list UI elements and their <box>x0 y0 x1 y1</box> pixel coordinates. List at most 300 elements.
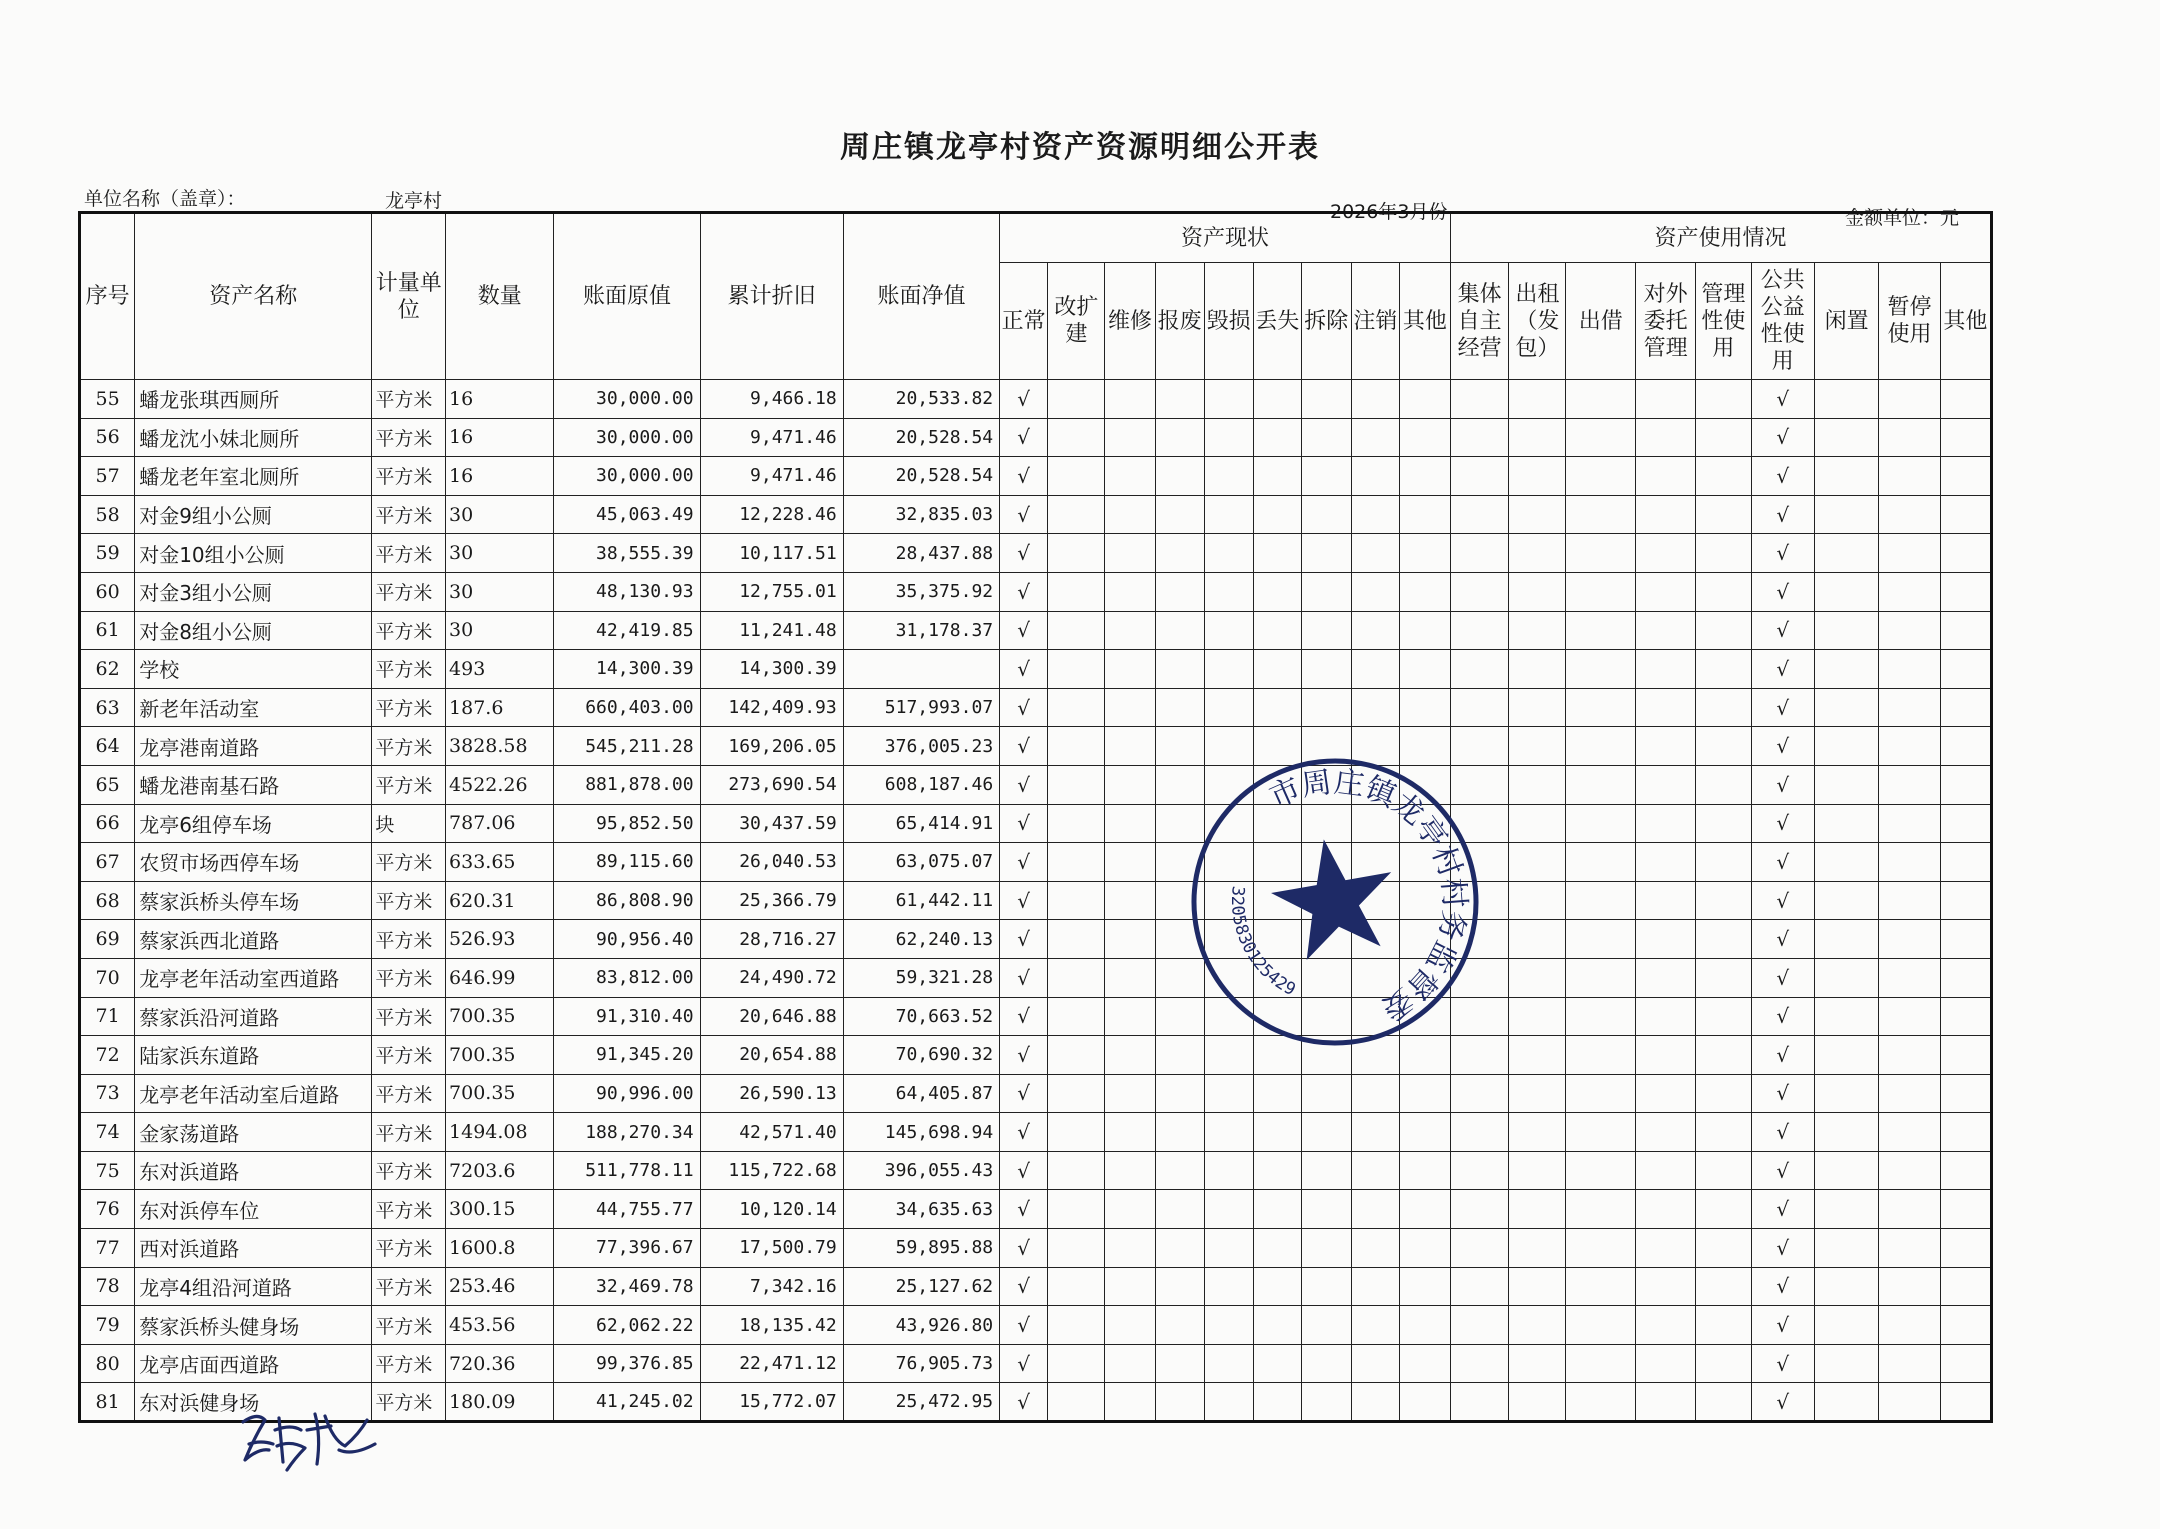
cell-original-value: 90,956.40 <box>554 920 700 959</box>
empty-cell <box>1509 1036 1566 1075</box>
empty-cell <box>1814 1306 1878 1345</box>
cell-depreciation: 22,471.12 <box>700 1344 843 1383</box>
empty-cell <box>1048 1383 1105 1422</box>
header-status-2: 维修 <box>1105 263 1155 380</box>
header-depreciation: 累计折旧 <box>700 213 843 380</box>
empty-cell <box>1301 534 1351 573</box>
empty-cell <box>1155 418 1204 457</box>
empty-cell <box>1636 1190 1696 1229</box>
cell-net-value: 25,127.62 <box>843 1267 999 1306</box>
empty-cell <box>1814 1113 1878 1152</box>
empty-cell <box>1636 804 1696 843</box>
cell-net-value: 31,178.37 <box>843 611 999 650</box>
check-normal: √ <box>1000 572 1048 611</box>
empty-cell <box>1351 1306 1399 1345</box>
empty-cell <box>1301 1383 1351 1422</box>
cell-seq: 71 <box>80 997 135 1036</box>
empty-cell <box>1399 1074 1450 1113</box>
empty-cell <box>1048 1036 1105 1075</box>
cell-original-value: 660,403.00 <box>554 688 700 727</box>
empty-cell <box>1351 1113 1399 1152</box>
empty-cell <box>1450 1344 1508 1383</box>
cell-seq: 74 <box>80 1113 135 1152</box>
cell-depreciation: 14,300.39 <box>700 650 843 689</box>
cell-original-value: 90,996.00 <box>554 1074 700 1113</box>
empty-cell <box>1204 1344 1253 1383</box>
check-normal: √ <box>1000 1190 1048 1229</box>
empty-cell <box>1253 688 1301 727</box>
empty-cell <box>1566 1113 1636 1152</box>
empty-cell <box>1509 1344 1566 1383</box>
empty-cell <box>1048 1229 1105 1268</box>
empty-cell <box>1399 534 1450 573</box>
cell-quantity: 493 <box>446 650 554 689</box>
header-status-7: 注销 <box>1351 263 1399 380</box>
empty-cell <box>1696 1074 1751 1113</box>
table-row <box>80 380 1992 419</box>
header-quantity: 数量 <box>446 213 554 380</box>
empty-cell <box>1399 495 1450 534</box>
empty-cell <box>1105 843 1155 882</box>
cell-original-value: 77,396.67 <box>554 1229 700 1268</box>
cell-seq: 77 <box>80 1229 135 1268</box>
cell-original-value: 62,062.22 <box>554 1306 700 1345</box>
empty-cell <box>1566 611 1636 650</box>
cell-seq: 72 <box>80 1036 135 1075</box>
check-normal: √ <box>1000 997 1048 1036</box>
table-row <box>80 688 1992 727</box>
cell-unit: 平方米 <box>372 1229 446 1268</box>
empty-cell <box>1105 495 1155 534</box>
header-status-3: 报废 <box>1155 263 1204 380</box>
empty-cell <box>1566 495 1636 534</box>
empty-cell <box>1155 1229 1204 1268</box>
empty-cell <box>1879 1344 1940 1383</box>
empty-cell <box>1940 843 1991 882</box>
empty-cell <box>1566 765 1636 804</box>
header-usage-4: 管理性使用 <box>1696 263 1751 380</box>
empty-cell <box>1509 534 1566 573</box>
table-row <box>80 920 1992 959</box>
empty-cell <box>1879 727 1940 766</box>
empty-cell <box>1636 920 1696 959</box>
empty-cell <box>1048 843 1105 882</box>
table-row <box>80 1036 1992 1075</box>
empty-cell <box>1048 688 1105 727</box>
cell-unit: 平方米 <box>372 1036 446 1075</box>
cell-depreciation: 26,590.13 <box>700 1074 843 1113</box>
cell-asset-name: 新老年活动室 <box>135 688 372 727</box>
check-public-use: √ <box>1751 1344 1814 1383</box>
cell-seq: 75 <box>80 1151 135 1190</box>
cell-unit: 平方米 <box>372 881 446 920</box>
check-normal: √ <box>1000 495 1048 534</box>
empty-cell <box>1509 495 1566 534</box>
header-original: 账面原值 <box>554 213 700 380</box>
cell-asset-name: 蔡家浜西北道路 <box>135 920 372 959</box>
empty-cell <box>1105 1306 1155 1345</box>
empty-cell <box>1351 572 1399 611</box>
empty-cell <box>1879 958 1940 997</box>
empty-cell <box>1566 958 1636 997</box>
empty-cell <box>1696 418 1751 457</box>
header-usage-group: 资产使用情况 <box>1450 213 1991 263</box>
check-normal: √ <box>1000 1267 1048 1306</box>
empty-cell <box>1814 1151 1878 1190</box>
check-public-use: √ <box>1751 1267 1814 1306</box>
empty-cell <box>1399 1267 1450 1306</box>
empty-cell <box>1940 1036 1991 1075</box>
cell-net-value: 608,187.46 <box>843 765 999 804</box>
cell-asset-name: 蔡家浜桥头健身场 <box>135 1306 372 1345</box>
cell-seq: 58 <box>80 495 135 534</box>
empty-cell <box>1450 1383 1508 1422</box>
cell-asset-name: 龙亭6组停车场 <box>135 804 372 843</box>
empty-cell <box>1696 727 1751 766</box>
empty-cell <box>1509 843 1566 882</box>
cell-unit: 平方米 <box>372 997 446 1036</box>
header-status-group: 资产现状 <box>1000 213 1451 263</box>
header-unit: 计量单位 <box>372 213 446 380</box>
empty-cell <box>1253 1229 1301 1268</box>
cell-net-value: 20,528.54 <box>843 457 999 496</box>
cell-quantity: 300.15 <box>446 1190 554 1229</box>
cell-seq: 62 <box>80 650 135 689</box>
cell-depreciation: 12,228.46 <box>700 495 843 534</box>
empty-cell <box>1450 688 1508 727</box>
cell-net-value: 517,993.07 <box>843 688 999 727</box>
empty-cell <box>1940 1383 1991 1422</box>
empty-cell <box>1879 881 1940 920</box>
empty-cell <box>1048 1074 1105 1113</box>
empty-cell <box>1450 1190 1508 1229</box>
empty-cell <box>1450 1229 1508 1268</box>
empty-cell <box>1879 1074 1940 1113</box>
stamp-star-icon <box>1262 821 1417 978</box>
cell-unit: 平方米 <box>372 765 446 804</box>
empty-cell <box>1155 495 1204 534</box>
empty-cell <box>1636 1074 1696 1113</box>
cell-quantity: 180.09 <box>446 1383 554 1422</box>
empty-cell <box>1879 457 1940 496</box>
cell-asset-name: 农贸市场西停车场 <box>135 843 372 882</box>
empty-cell <box>1636 765 1696 804</box>
check-public-use: √ <box>1751 418 1814 457</box>
empty-cell <box>1940 1229 1991 1268</box>
cell-depreciation: 9,471.46 <box>700 457 843 496</box>
empty-cell <box>1301 1229 1351 1268</box>
cell-unit: 平方米 <box>372 495 446 534</box>
empty-cell <box>1566 688 1636 727</box>
cell-seq: 78 <box>80 1267 135 1306</box>
empty-cell <box>1253 650 1301 689</box>
empty-cell <box>1155 1113 1204 1152</box>
cell-net-value: 25,472.95 <box>843 1383 999 1422</box>
empty-cell <box>1204 1074 1253 1113</box>
cell-seq: 65 <box>80 765 135 804</box>
check-public-use: √ <box>1751 611 1814 650</box>
empty-cell <box>1940 804 1991 843</box>
empty-cell <box>1814 495 1878 534</box>
empty-cell <box>1509 1074 1566 1113</box>
empty-cell <box>1204 611 1253 650</box>
empty-cell <box>1509 920 1566 959</box>
check-public-use: √ <box>1751 881 1814 920</box>
empty-cell <box>1814 572 1878 611</box>
empty-cell <box>1399 1113 1450 1152</box>
stamp-code: 3205830125429 <box>1227 885 1299 1001</box>
cell-unit: 平方米 <box>372 1113 446 1152</box>
cell-net-value: 70,663.52 <box>843 997 999 1036</box>
header-status-6: 拆除 <box>1301 263 1351 380</box>
cell-seq: 76 <box>80 1190 135 1229</box>
cell-quantity: 253.46 <box>446 1267 554 1306</box>
cell-original-value: 99,376.85 <box>554 1344 700 1383</box>
cell-net-value: 43,926.80 <box>843 1306 999 1345</box>
cell-asset-name: 对金9组小公厕 <box>135 495 372 534</box>
cell-asset-name: 龙亭4组沿河道路 <box>135 1267 372 1306</box>
empty-cell <box>1253 534 1301 573</box>
empty-cell <box>1204 495 1253 534</box>
empty-cell <box>1155 1306 1204 1345</box>
cell-depreciation: 42,571.40 <box>700 1113 843 1152</box>
empty-cell <box>1105 765 1155 804</box>
empty-cell <box>1636 495 1696 534</box>
empty-cell <box>1399 380 1450 419</box>
empty-cell <box>1105 1036 1155 1075</box>
empty-cell <box>1696 1229 1751 1268</box>
empty-cell <box>1940 920 1991 959</box>
empty-cell <box>1450 1113 1508 1152</box>
empty-cell <box>1204 1190 1253 1229</box>
empty-cell <box>1566 881 1636 920</box>
cell-asset-name: 东对浜道路 <box>135 1151 372 1190</box>
empty-cell <box>1048 1267 1105 1306</box>
empty-cell <box>1450 457 1508 496</box>
empty-cell <box>1105 804 1155 843</box>
header-usage-7: 暂停使用 <box>1879 263 1940 380</box>
empty-cell <box>1509 1267 1566 1306</box>
empty-cell <box>1351 534 1399 573</box>
empty-cell <box>1351 1074 1399 1113</box>
empty-cell <box>1696 611 1751 650</box>
empty-cell <box>1301 457 1351 496</box>
empty-cell <box>1301 418 1351 457</box>
table-body <box>80 380 1992 1422</box>
cell-quantity: 16 <box>446 457 554 496</box>
empty-cell <box>1253 418 1301 457</box>
cell-quantity: 30 <box>446 611 554 650</box>
cell-depreciation: 12,755.01 <box>700 572 843 611</box>
empty-cell <box>1509 418 1566 457</box>
empty-cell <box>1048 958 1105 997</box>
cell-seq: 56 <box>80 418 135 457</box>
empty-cell <box>1351 650 1399 689</box>
empty-cell <box>1566 457 1636 496</box>
empty-cell <box>1450 1151 1508 1190</box>
cell-quantity: 633.65 <box>446 843 554 882</box>
cell-seq: 60 <box>80 572 135 611</box>
table-row <box>80 650 1992 689</box>
empty-cell <box>1253 1190 1301 1229</box>
empty-cell <box>1509 688 1566 727</box>
empty-cell <box>1399 611 1450 650</box>
cell-unit: 块 <box>372 804 446 843</box>
empty-cell <box>1204 457 1253 496</box>
empty-cell <box>1566 380 1636 419</box>
unit-value: 龙亭村 <box>385 190 443 212</box>
empty-cell <box>1048 804 1105 843</box>
empty-cell <box>1253 1383 1301 1422</box>
empty-cell <box>1351 418 1399 457</box>
cell-original-value: 95,852.50 <box>554 804 700 843</box>
table-row <box>80 534 1992 573</box>
check-public-use: √ <box>1751 1074 1814 1113</box>
check-normal: √ <box>1000 1151 1048 1190</box>
empty-cell <box>1814 534 1878 573</box>
empty-cell <box>1155 1074 1204 1113</box>
cell-unit: 平方米 <box>372 958 446 997</box>
empty-cell <box>1509 650 1566 689</box>
empty-cell <box>1301 611 1351 650</box>
empty-cell <box>1636 457 1696 496</box>
cell-asset-name: 对金8组小公厕 <box>135 611 372 650</box>
empty-cell <box>1204 418 1253 457</box>
check-public-use: √ <box>1751 380 1814 419</box>
empty-cell <box>1814 688 1878 727</box>
empty-cell <box>1155 1383 1204 1422</box>
cell-asset-name: 蟠龙老年室北厕所 <box>135 457 372 496</box>
check-public-use: √ <box>1751 650 1814 689</box>
empty-cell <box>1509 804 1566 843</box>
empty-cell <box>1636 534 1696 573</box>
cell-original-value: 41,245.02 <box>554 1383 700 1422</box>
header-usage-8: 其他 <box>1940 263 1991 380</box>
empty-cell <box>1253 457 1301 496</box>
empty-cell <box>1048 920 1105 959</box>
table-row <box>80 457 1992 496</box>
empty-cell <box>1204 1267 1253 1306</box>
empty-cell <box>1048 1306 1105 1345</box>
empty-cell <box>1450 650 1508 689</box>
cell-unit: 平方米 <box>372 650 446 689</box>
cell-quantity: 16 <box>446 380 554 419</box>
check-normal: √ <box>1000 1383 1048 1422</box>
table-row <box>80 1151 1992 1190</box>
empty-cell <box>1879 765 1940 804</box>
cell-original-value: 14,300.39 <box>554 650 700 689</box>
empty-cell <box>1253 1113 1301 1152</box>
cell-asset-name: 蟠龙港南基石路 <box>135 765 372 804</box>
check-normal: √ <box>1000 457 1048 496</box>
cell-depreciation: 169,206.05 <box>700 727 843 766</box>
empty-cell <box>1048 727 1105 766</box>
empty-cell <box>1940 380 1991 419</box>
empty-cell <box>1814 418 1878 457</box>
cell-unit: 平方米 <box>372 920 446 959</box>
cell-net-value: 34,635.63 <box>843 1190 999 1229</box>
empty-cell <box>1696 1306 1751 1345</box>
empty-cell <box>1301 688 1351 727</box>
table-row <box>80 1113 1992 1152</box>
cell-seq: 70 <box>80 958 135 997</box>
check-public-use: √ <box>1751 1113 1814 1152</box>
empty-cell <box>1879 1151 1940 1190</box>
empty-cell <box>1814 997 1878 1036</box>
empty-cell <box>1105 611 1155 650</box>
cell-seq: 67 <box>80 843 135 882</box>
cell-depreciation: 30,437.59 <box>700 804 843 843</box>
empty-cell <box>1696 534 1751 573</box>
empty-cell <box>1399 572 1450 611</box>
cell-unit: 平方米 <box>372 1151 446 1190</box>
cell-original-value: 42,419.85 <box>554 611 700 650</box>
cell-depreciation: 7,342.16 <box>700 1267 843 1306</box>
empty-cell <box>1879 804 1940 843</box>
cell-original-value: 45,063.49 <box>554 495 700 534</box>
empty-cell <box>1509 1306 1566 1345</box>
table-row <box>80 997 1992 1036</box>
empty-cell <box>1940 1344 1991 1383</box>
empty-cell <box>1940 688 1991 727</box>
empty-cell <box>1155 380 1204 419</box>
empty-cell <box>1048 611 1105 650</box>
check-public-use: √ <box>1751 958 1814 997</box>
empty-cell <box>1879 418 1940 457</box>
empty-cell <box>1301 1344 1351 1383</box>
empty-cell <box>1814 920 1878 959</box>
empty-cell <box>1509 1151 1566 1190</box>
empty-cell <box>1566 1036 1636 1075</box>
empty-cell <box>1636 843 1696 882</box>
empty-cell <box>1814 611 1878 650</box>
empty-cell <box>1048 1190 1105 1229</box>
cell-net-value: 62,240.13 <box>843 920 999 959</box>
header-usage-2: 出借 <box>1566 263 1636 380</box>
report-period: 2026年3月份 <box>1330 201 1448 223</box>
cell-quantity: 4522.26 <box>446 765 554 804</box>
empty-cell <box>1940 765 1991 804</box>
check-public-use: √ <box>1751 457 1814 496</box>
header-net: 账面净值 <box>843 213 999 380</box>
page-title: 周庄镇龙亭村资产资源明细公开表 <box>840 130 1320 165</box>
empty-cell <box>1301 1267 1351 1306</box>
empty-cell <box>1048 457 1105 496</box>
empty-cell <box>1301 1151 1351 1190</box>
header-status-1: 改扩建 <box>1048 263 1105 380</box>
cell-depreciation: 24,490.72 <box>700 958 843 997</box>
cell-unit: 平方米 <box>372 843 446 882</box>
cell-unit: 平方米 <box>372 727 446 766</box>
cell-seq: 64 <box>80 727 135 766</box>
empty-cell <box>1636 1113 1696 1152</box>
cell-original-value: 89,115.60 <box>554 843 700 882</box>
cell-original-value: 545,211.28 <box>554 727 700 766</box>
cell-net-value: 20,528.54 <box>843 418 999 457</box>
empty-cell <box>1566 572 1636 611</box>
unit-label: 单位名称（盖章）： <box>84 188 246 210</box>
empty-cell <box>1814 1267 1878 1306</box>
empty-cell <box>1399 1229 1450 1268</box>
cell-quantity: 646.99 <box>446 958 554 997</box>
cell-asset-name: 对金10组小公厕 <box>135 534 372 573</box>
check-normal: √ <box>1000 380 1048 419</box>
empty-cell <box>1450 495 1508 534</box>
empty-cell <box>1636 727 1696 766</box>
empty-cell <box>1940 1190 1991 1229</box>
empty-cell <box>1399 688 1450 727</box>
empty-cell <box>1636 881 1696 920</box>
